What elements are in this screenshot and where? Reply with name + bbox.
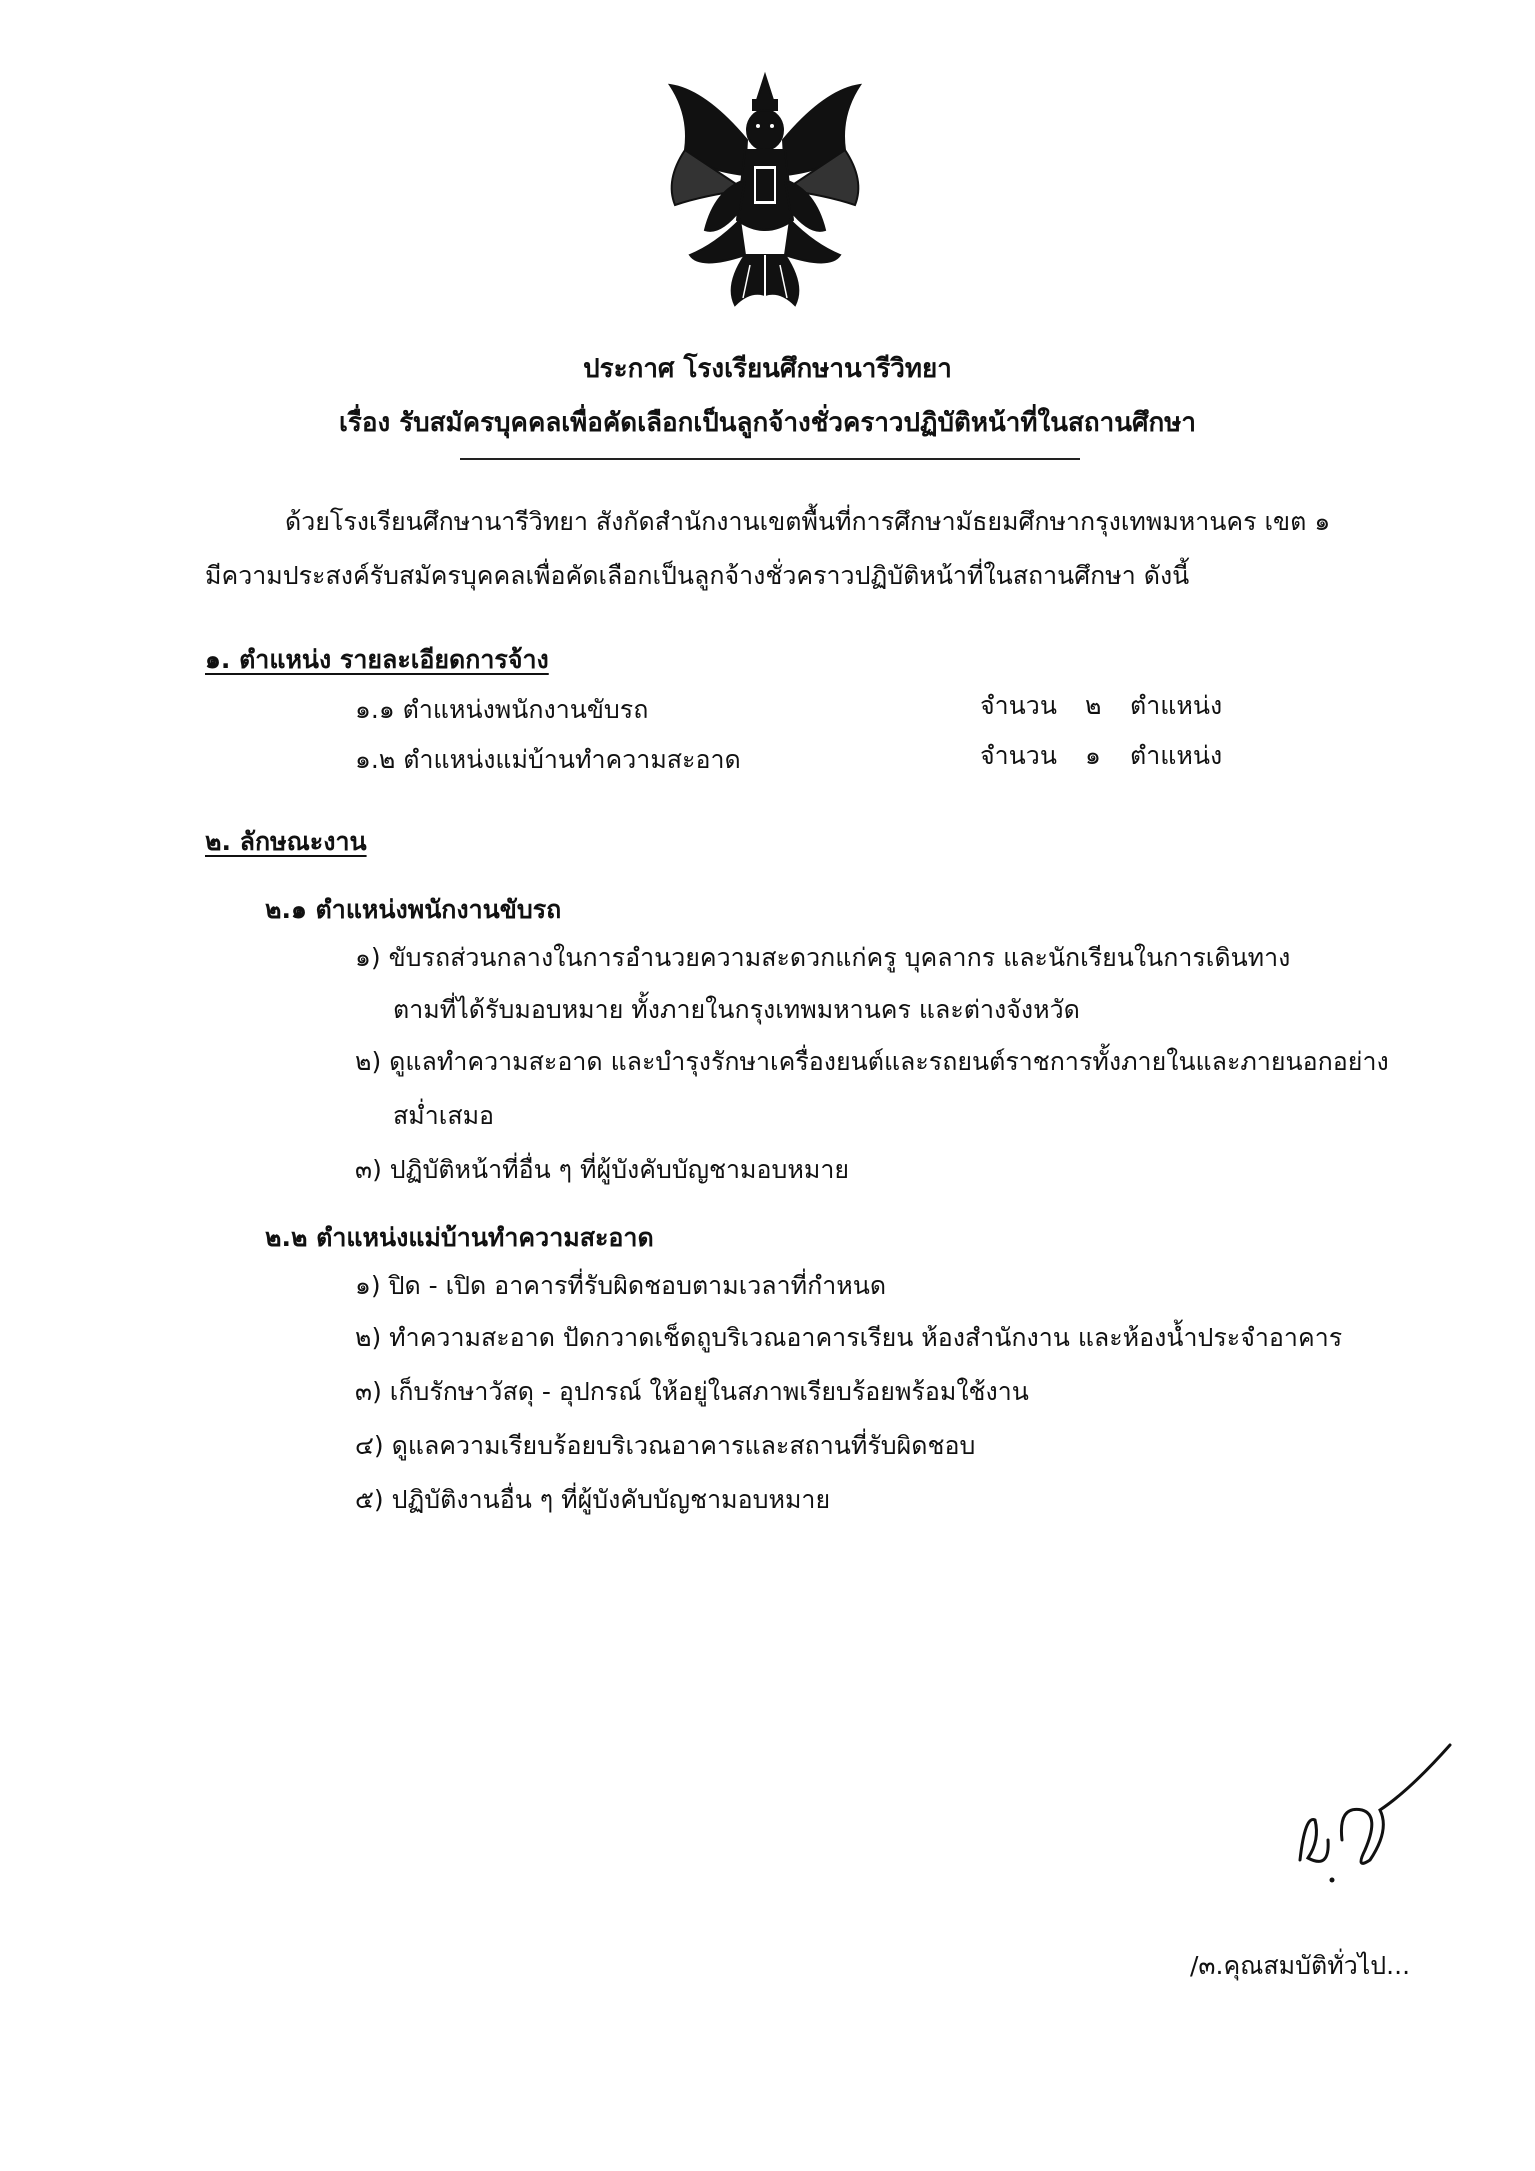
announcement-subject: เรื่อง รับสมัครบุคคลเพื่อคัดเลือกเป็นลูกจ้างชั่วคราวปฏิบัติหน้าที่ในสถานศึกษา <box>339 408 1196 438</box>
announcement-title: ประกาศ โรงเรียนศึกษานารีวิทยา <box>583 354 952 384</box>
list-item: ๒) ทำความสะอาด ปัดกวาดเช็ดถูบริเวณอาคารเรียน ห้องสำนักงาน และห้องน้ำประจำอาคาร <box>355 1323 1343 1352</box>
position-count: ๒ <box>1085 691 1102 720</box>
list-item: ๑) ปิด - เปิด อาคารที่รับผิดชอบตามเวลาที่กำหนด <box>355 1271 887 1300</box>
continuation-note: /๓.คุณสมบัติทั่วไป... <box>1190 1951 1411 1980</box>
position-label: ๑.๑ ตำแหน่งพนักงานขับรถ <box>355 695 649 724</box>
position-count: ๑ <box>1085 741 1101 770</box>
position-label: ๑.๒ ตำแหน่งแม่บ้านทำความสะอาด <box>355 745 741 774</box>
position-count-word: จำนวน <box>980 741 1057 770</box>
section-1-heading: ๑. ตำแหน่ง รายละเอียดการจ้าง <box>205 645 549 674</box>
position-unit: ตำแหน่ง <box>1130 741 1223 770</box>
intro-line-1: ด้วยโรงเรียนศึกษานารีวิทยา สังกัดสำนักงานเขตพื้นที่การศึกษามัธยมศึกษากรุงเทพมหานคร เขต ๑ <box>285 507 1331 536</box>
section-2-heading: ๒. ลักษณะงาน <box>205 827 367 856</box>
list-item: สม่ำเสมอ <box>393 1101 495 1130</box>
list-item: ๓) ปฏิบัติหน้าที่อื่น ๆ ที่ผู้บังคับบัญชามอบหมาย <box>355 1155 850 1184</box>
position-unit: ตำแหน่ง <box>1130 691 1223 720</box>
title-divider <box>460 458 1080 460</box>
list-item: ๓) เก็บรักษาวัสดุ - อุปกรณ์ ให้อยู่ในสภาพเรียบร้อยพร้อมใช้งาน <box>355 1377 1029 1406</box>
list-item: ๑) ขับรถส่วนกลางในการอำนวยความสะดวกแก่ครู บุคลากร และนักเรียนในการเดินทาง <box>355 943 1291 972</box>
list-item: ตามที่ได้รับมอบหมาย ทั้งภายในกรุงเทพมหานคร และต่างจังหวัด <box>393 995 1080 1024</box>
list-item: ๔) ดูแลความเรียบร้อยบริเวณอาคารและสถานที่รับผิดชอบ <box>355 1431 976 1460</box>
garuda-emblem-icon <box>645 70 885 310</box>
intro-line-2: มีความประสงค์รับสมัครบุคคลเพื่อคัดเลือกเป็นลูกจ้างชั่วคราวปฏิบัติหน้าที่ในสถานศึกษา ดังนี้ <box>205 561 1190 590</box>
handwritten-signature <box>1270 1720 1470 1920</box>
subsection-2-2-heading: ๒.๒ ตำแหน่งแม่บ้านทำความสะอาด <box>265 1223 654 1252</box>
list-item: ๒) ดูแลทำความสะอาด และบำรุงรักษาเครื่องยนต์และรถยนต์ราชการทั้งภายในและภายนอกอย่าง <box>355 1047 1389 1076</box>
subsection-2-1-heading: ๒.๑ ตำแหน่งพนักงานขับรถ <box>265 895 562 924</box>
list-item: ๕) ปฏิบัติงานอื่น ๆ ที่ผู้บังคับบัญชามอบหมาย <box>355 1485 831 1514</box>
position-count-word: จำนวน <box>980 691 1057 720</box>
